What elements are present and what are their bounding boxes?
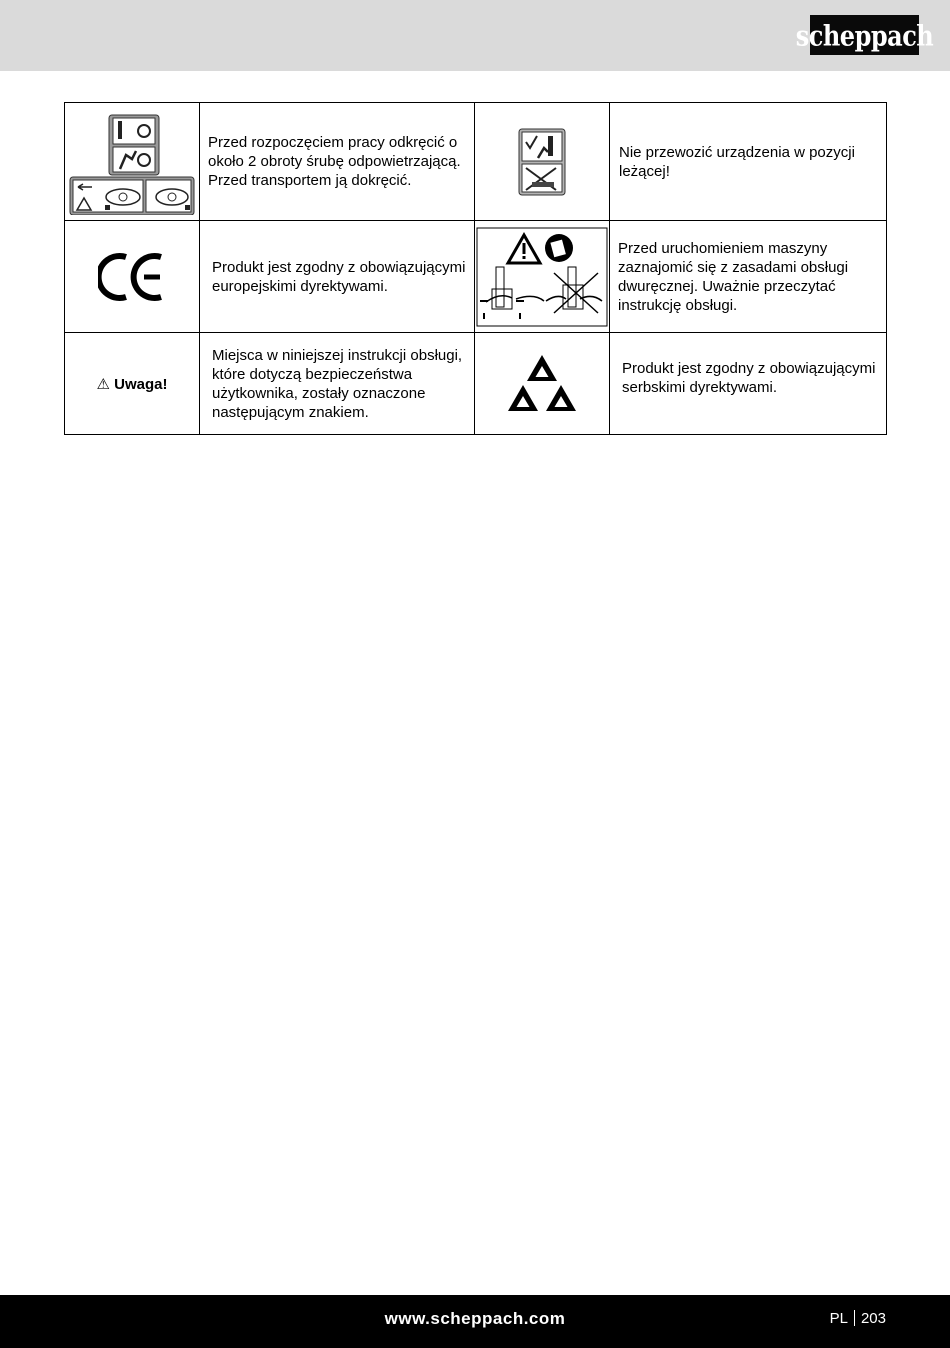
description-cell [200,221,475,333]
warning-triangle-icon: ⚠ [96,375,110,393]
symbol-cell [475,103,610,221]
description-cell [200,333,475,435]
symbol-cell [65,103,200,221]
description-text: Produkt jest zgodny z obowiązującymi serbskimi dyrektywami. [622,359,876,396]
description-cell [610,333,887,435]
table-row [65,103,887,221]
description-cell [200,103,475,221]
description-cell [610,103,887,221]
page-indicator [830,1310,886,1327]
description-text: Miejsca w niniejszej instrukcji obsługi, które dotyczą bezpieczeństwa użytkownika, zostały oznaczone następującym znakiem. [212,346,463,421]
footer-url[interactable]: www.scheppach.com [384,1309,566,1328]
brand-logo-text: scheppach [795,18,934,52]
warning-label: Uwaga! [114,375,168,393]
warning-label-cell [65,333,200,435]
description-text: Produkt jest zgodny z obowiązującymi europejskimi dyrektywami. [212,258,466,295]
brand-logo [795,15,934,55]
description-text: Nie przewozić urządzenia w pozycji leżącej! [619,143,855,180]
ce-mark-icon [98,252,166,302]
language-code: PL [829,1310,848,1327]
table-row [65,221,887,333]
two-hand-operation-icon [476,227,608,327]
description-cell [610,221,887,333]
symbol-cell [475,221,610,333]
description-text: Przed rozpoczęciem pracy odkręcić o około 2 obroty śrubę odpowietrzającą. Przed transportem ją dokręcić. [208,134,461,189]
no-horizontal-transport-icon [518,128,566,196]
bleed-screw-loosen-icon [68,109,196,215]
serbian-conformity-mark-icon [505,351,579,417]
symbol-cell [65,221,200,333]
symbols-table [64,102,887,435]
page-separator [854,1310,855,1326]
description-text: Przed uruchomieniem maszyny zaznajomić się z zasadami obsługi dwuręcznej. Uważnie przeczytać instrukcję obsługi. [618,239,849,314]
page-number: 203 [860,1310,886,1327]
footer-bar [0,1295,950,1348]
symbol-cell [475,333,610,435]
table-row [65,333,887,435]
